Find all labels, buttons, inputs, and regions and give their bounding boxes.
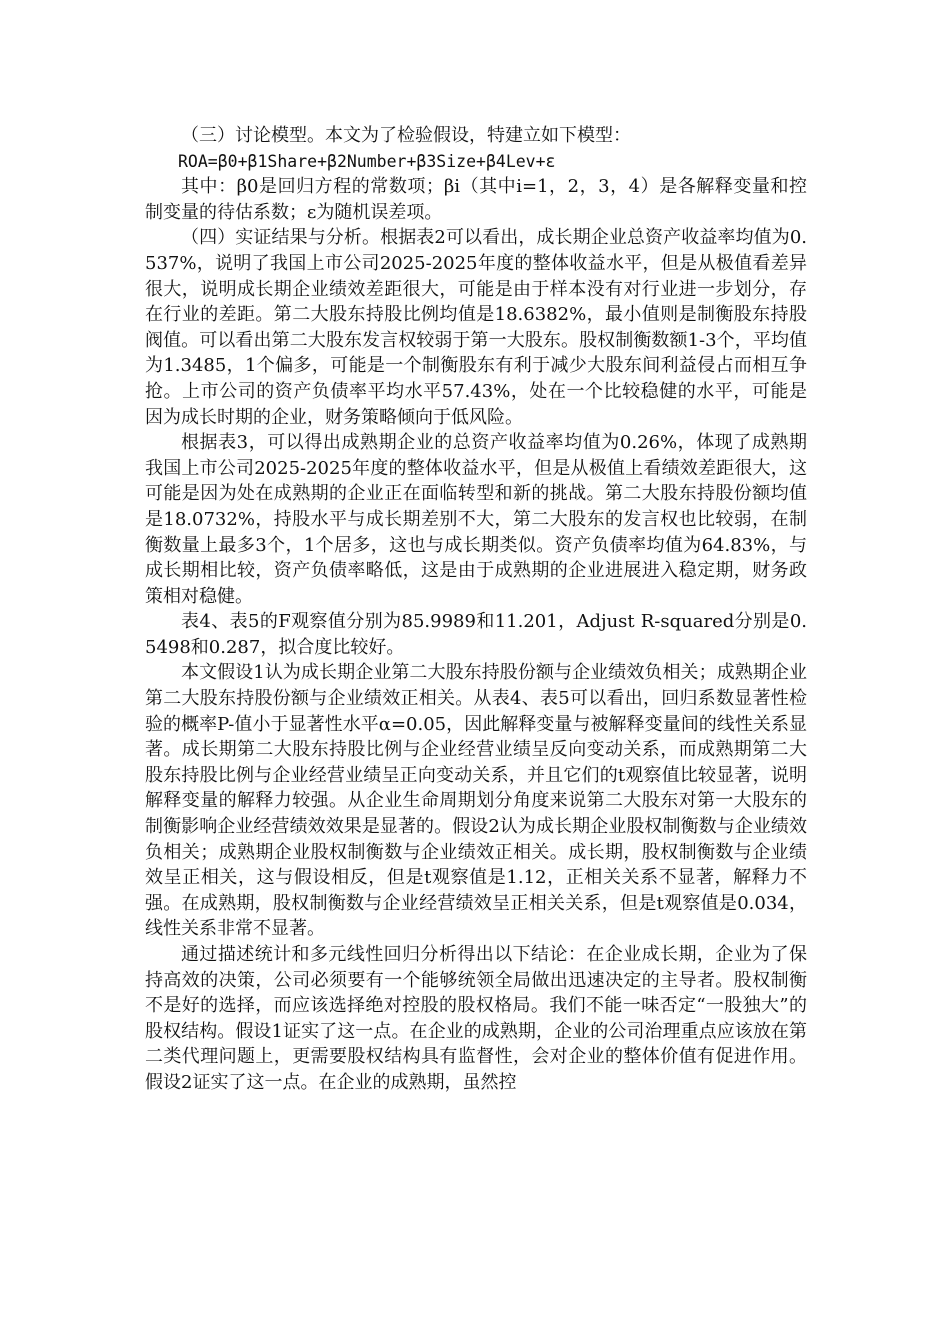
section-results-growth: （四）实证结果与分析。根据表2可以看出，成长期企业总资产收益率均值为0.537%，说明了我国上市公司2025-2025年度的整体收益水平，但是从极值看差异很大，说明成长期企业绩效差距很大，可能是由于样本没有对行业进一步划分，存在行业的差距。第二大股东持股比例均值是18.6382%，最小值则是制衡股东持股阀值。可以看出第二大股东发言权较弱于第一大股东。股权制衡数额1-3个，平均值为1.3485，1个偏多，可能是一个制衡股东有利于减少大股东间利益侵占而相互争抢。上市公司的资产负债率平均水平57.43%，处在一个比较稳健的水平，可能是因为成长时期的企业，财务策略倾向于低风险。 [145,227,807,428]
paragraph-hypotheses: 本文假设1认为成长期企业第二大股东持股份额与企业绩效负相关；成熟期企业第二大股东持股份额与企业绩效正相关。从表4、表5可以看出，回归系数显著性检验的概率P-值小于显著性水平α=0.05，因此解释变量与被解释变量间的线性关系显著。成长期第二大股东持股比例与企业经营业绩呈反向变动关系，而成熟期第二大股东持股比例与企业经营业绩呈正向变动关系，并且它们的t观察值比较显著，说明解释变量的解释力较强。从企业生命周期划分角度来说第二大股东对第一大股东的制衡影响企业经营绩效效果是显著的。假设2认为成长期企业股权制衡数与企业绩效负相关；成熟期企业股权制衡数与企业绩效正相关。成长期，股权制衡数与企业绩效呈正相关，这与假设相反，但是t观察值是1.12，正相关关系不显著，解释力不强。在成熟期，股权制衡数与企业经营绩效呈正相关关系，但是t观察值是0.034，线性关系非常不显著。 [145,662,807,940]
regression-formula: ROA=β0+β1Share+β2Number+β3Size+β4Lev+ε [178,151,556,171]
section-heading-model: （三）讨论模型。本文为了检验假设，特建立如下模型： [181,125,631,146]
paragraph-conclusion: 通过描述统计和多元线性回归分析得出以下结论：在企业成长期，企业为了保持高效的决策，公司必须要有一个能够统领全局做出迅速决定的主导者。股权制衡不是好的选择，而应该选择绝对控股的股权格局。我们不能一味否定“一股独大”的股权结构。假设1证实了这一点。在企业的成熟期，企业的公司治理重点应该放在第二类代理问题上，更需要股权结构具有监督性，会对企业的整体价值有促进作用。假设2证实了这一点。在企业的成熟期，虽然控 [145,944,807,1093]
document-body [145,123,807,1096]
paragraph-maturity: 根据表3，可以得出成熟期企业的总资产收益率均值为0.26%，体现了成熟期我国上市公司2025-2025年度的整体收益水平，但是从极值上看绩效差距很大，这可能是因为处在成熟期的企业正在面临转型和新的挑战。第二大股东持股份额均值是18.0732%，持股水平与成长期差别不大，第二大股东的发言权也比较弱，在制衡数量上最多3个，1个居多，这也与成长期类似。资产负债率均值为64.83%，与成长期相比较，资产负债率略低，这是由于成熟期的企业进展进入稳定期，财务政策相对稳健。 [145,432,807,607]
formula-explanation: 其中：β0是回归方程的常数项；βi（其中i=1，2，3，4）是各解释变量和控制变量的待估系数；ε为随机误差项。 [145,176,807,223]
paragraph-f-values: 表4、表5的F观察值分别为85.9989和11.201，Adjust R-squared分别是0.5498和0.287，拟合度比较好。 [145,611,807,658]
